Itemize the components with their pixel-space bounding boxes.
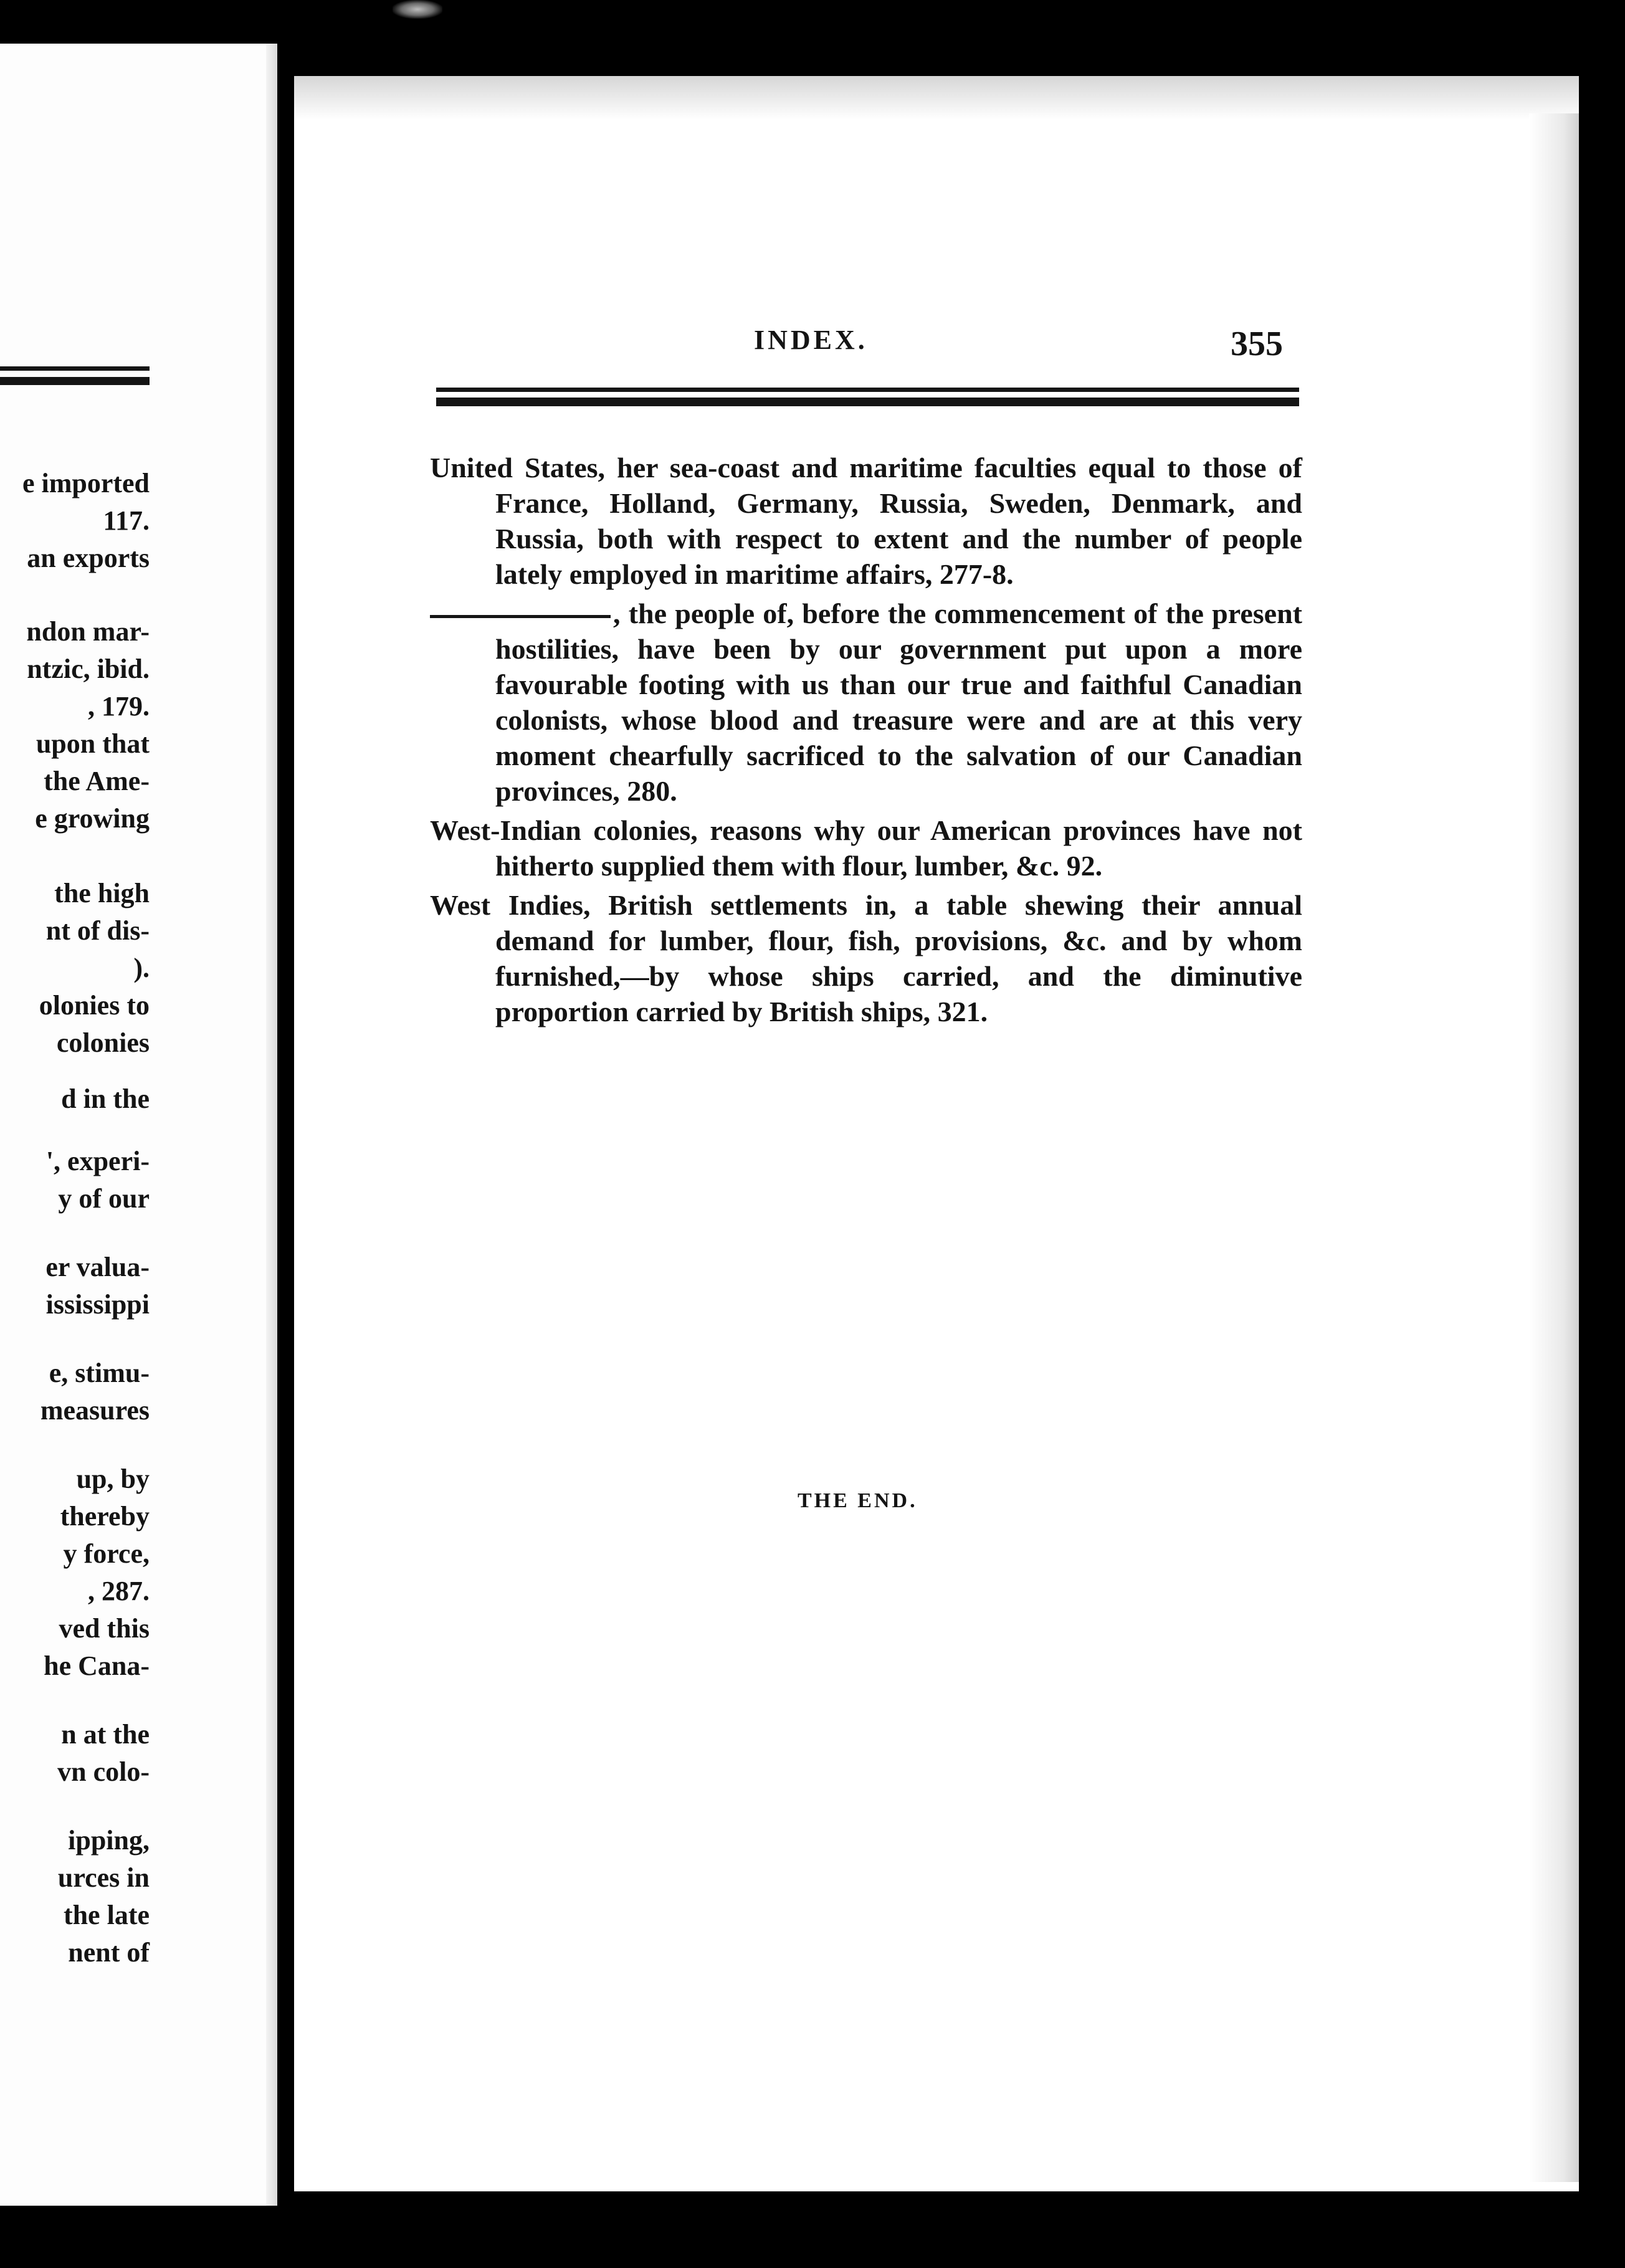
left-page-line: ipping, <box>68 1825 150 1856</box>
running-head: INDEX. <box>754 325 868 355</box>
head-rule-thin <box>436 388 1299 392</box>
entry-text: West-Indian colonies, reasons why our American provinces have not hitherto supplied them with flour, lumber, &c. 92. <box>430 814 1302 882</box>
left-page-line: thereby <box>60 1501 150 1532</box>
index-page <box>294 76 1579 2191</box>
left-page-line: he Cana- <box>44 1651 150 1681</box>
left-page-line: e growing <box>35 803 150 834</box>
left-page-line: y of our <box>58 1183 150 1214</box>
left-page-line: ntzic, ibid. <box>27 654 150 684</box>
left-page-line: ississippi <box>45 1289 150 1320</box>
head-rule-thick <box>436 398 1299 406</box>
entry-text: , the people of, before the commencement of the present hostilities, have been by our government put upon a more favourable footing with us than our true and faithful Canadian colonists, whose blood and treasure were and are at this very moment chearfully sacrificed to the salvation of our Canadian provinces, 280. <box>495 598 1302 807</box>
left-page-line: ved this <box>59 1613 150 1644</box>
left-page-line: upon that <box>36 728 150 759</box>
left-page-line: er valua- <box>45 1252 150 1282</box>
index-entries <box>430 450 1302 1033</box>
scan-speck <box>393 0 442 19</box>
left-page-line: an exports <box>27 543 150 573</box>
index-entry-people-of <box>430 596 1302 809</box>
left-page-line: n at the <box>61 1719 150 1750</box>
left-page-line: the Ame- <box>44 766 150 796</box>
left-page-line: nent of <box>68 1937 150 1968</box>
left-page-line: olonies to <box>39 990 150 1021</box>
entry-text: United States, her sea-coast and maritime faculties equal to those of France, Holland, Germany, Russia, Sweden, Denmark, and Russia, both with respect to extent and the number of people lately employed in maritime affairs, 277-8. <box>430 452 1302 590</box>
left-page-line: , 287. <box>88 1576 150 1606</box>
page-top-shadow <box>294 76 1579 120</box>
left-page-line: nt of dis- <box>45 915 150 946</box>
left-page-line: , 179. <box>88 691 150 722</box>
left-page-line: e, stimu- <box>49 1358 150 1388</box>
left-page-line: measures <box>40 1395 150 1426</box>
left-head-rule-thin <box>0 366 150 371</box>
left-page-line: colonies <box>56 1027 150 1058</box>
ditto-dash <box>430 615 611 618</box>
left-head-rule-thick <box>0 377 150 385</box>
page-number: 355 <box>1231 325 1283 363</box>
facing-page-left <box>0 44 277 2206</box>
left-page-line: ', experi- <box>45 1146 150 1176</box>
end-mark: THE END. <box>798 1489 918 1512</box>
index-entry-united-states <box>430 450 1302 592</box>
index-entry-west-indies <box>430 887 1302 1029</box>
index-entry-west-indian-colonies <box>430 812 1302 884</box>
page-edge-shadow <box>1529 113 1579 2182</box>
left-page-line: the late <box>63 1900 150 1930</box>
left-page-line: e imported <box>22 468 150 498</box>
left-page-line: up, by <box>76 1464 150 1494</box>
left-page-line: d in the <box>61 1084 150 1114</box>
page-gutter <box>266 44 277 2206</box>
left-page-line: the high <box>54 878 150 908</box>
left-page-line: ndon mar- <box>26 616 150 647</box>
left-page-line: vn colo- <box>57 1756 150 1787</box>
left-page-line: ). <box>133 953 150 983</box>
entry-text: West Indies, British settlements in, a table shewing their annual demand for lumber, flour, fish, provisions, &c. and by whom furnished,—by whose ships carried, and the diminutive proportion carried by British ships, 321. <box>430 889 1302 1027</box>
left-page-line: urces in <box>57 1862 150 1893</box>
left-page-line: 117. <box>103 505 150 536</box>
left-page-line: y force, <box>63 1538 150 1569</box>
